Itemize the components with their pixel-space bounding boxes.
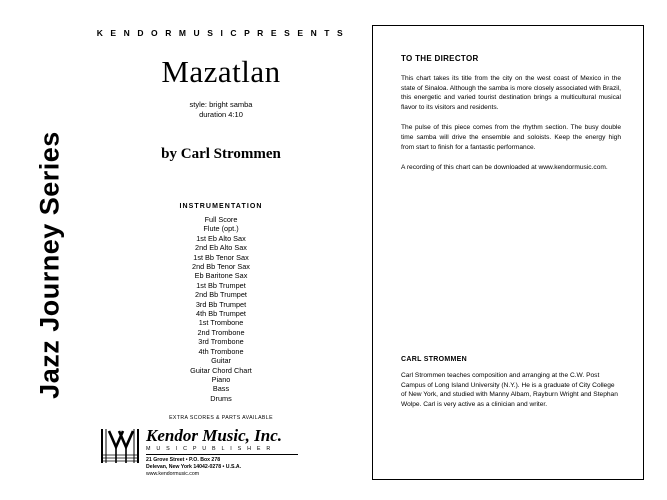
composer-bio-block [401,356,621,409]
page-title: Mazatlan [161,54,281,89]
style-line: style: bright samba [189,100,253,109]
list-item: 1st Trombone [198,318,244,328]
series-label: Jazz Journey Series [34,131,65,399]
instrumentation-heading: INSTRUMENTATION [179,203,263,210]
kendor-logo-icon [100,425,140,467]
publisher-text-block [146,425,298,478]
divider [146,454,298,455]
publisher-presents-line: K E N D O R M U S I C P R E S E N T S [96,28,346,38]
composer-credit: by Carl Strommen [161,146,281,162]
director-notes-paragraph: A recording of this chart can be downloaded at www.kendormusic.com. [401,164,608,172]
director-notes-heading: TO THE DIRECTOR [401,54,479,63]
list-item: 1st Bb Trumpet [196,280,246,290]
series-band [20,120,80,410]
director-notes-paragraph: The pulse of this piece comes from the rhythm section. The busy double time samba will drive the ensemble and soloists. Keep the energy high from start to finish for a fantastic performance. [401,124,621,151]
list-item: 2nd Bb Tenor Sax [192,262,250,272]
composer-bio-heading: CARL STROMMEN [401,356,467,363]
director-notes-content [401,54,621,173]
list-item: 2nd Eb Alto Sax [195,243,247,253]
list-item: 1st Bb Tenor Sax [193,252,249,262]
extra-parts-note: EXTRA SCORES & PARTS AVAILABLE [169,415,273,422]
list-item: 3rd Trombone [198,337,244,347]
cover-center-column [92,20,350,421]
composer-bio-text: Carl Strommen teaches composition and arranging at the C.W. Post Campus of Long Island University (N.Y.). He is a graduate of City College of New York, and studied with Manny Albam, Rayburn Wright and Stephan Wolpe. Carl is very active as a clinician and writer. [401,372,618,408]
list-item: 3rd Bb Trumpet [195,299,247,309]
list-item: 2nd Bb Trumpet [195,290,247,300]
list-item: 1st Eb Alto Sax [196,233,246,243]
publisher-logo-block [100,425,350,478]
director-notes-paragraph: This chart takes its title from the city on the west coast of Mexico in the state of Sinaloa. Although the samba is more closely associated with Brazil, this energetic and varied tourist destination brings a multicultural musical flavor to its visitors and residents. [401,75,621,111]
list-item: 4th Trombone [198,346,244,356]
publisher-address-line1: 21 Grove Street • P.O. Box 278 [146,457,221,463]
publisher-website: www.kendormusic.com [146,471,200,477]
list-item: 4th Bb Trumpet [196,309,246,319]
list-item: Eb Baritone Sax [194,271,248,281]
list-item: Flute (opt.) [203,224,239,234]
publisher-address-line2: Delevan, New York 14042-0278 • U.S.A. [146,464,242,470]
publisher-name: Kendor Music, Inc. [146,426,283,445]
director-notes-panel [372,25,644,480]
list-item: Drums [210,393,232,403]
list-item: Piano [211,374,231,384]
list-item: Guitar [211,356,231,366]
list-item: Full Score [204,215,238,224]
duration-line: duration 4:10 [199,110,243,119]
list-item: Bass [212,384,230,394]
list-item: Guitar Chord Chart [190,365,252,375]
publisher-tagline: M U S I C P U B L I S H E R [146,446,273,452]
list-item: 2nd Trombone [197,327,245,337]
instrumentation-list [92,215,350,403]
